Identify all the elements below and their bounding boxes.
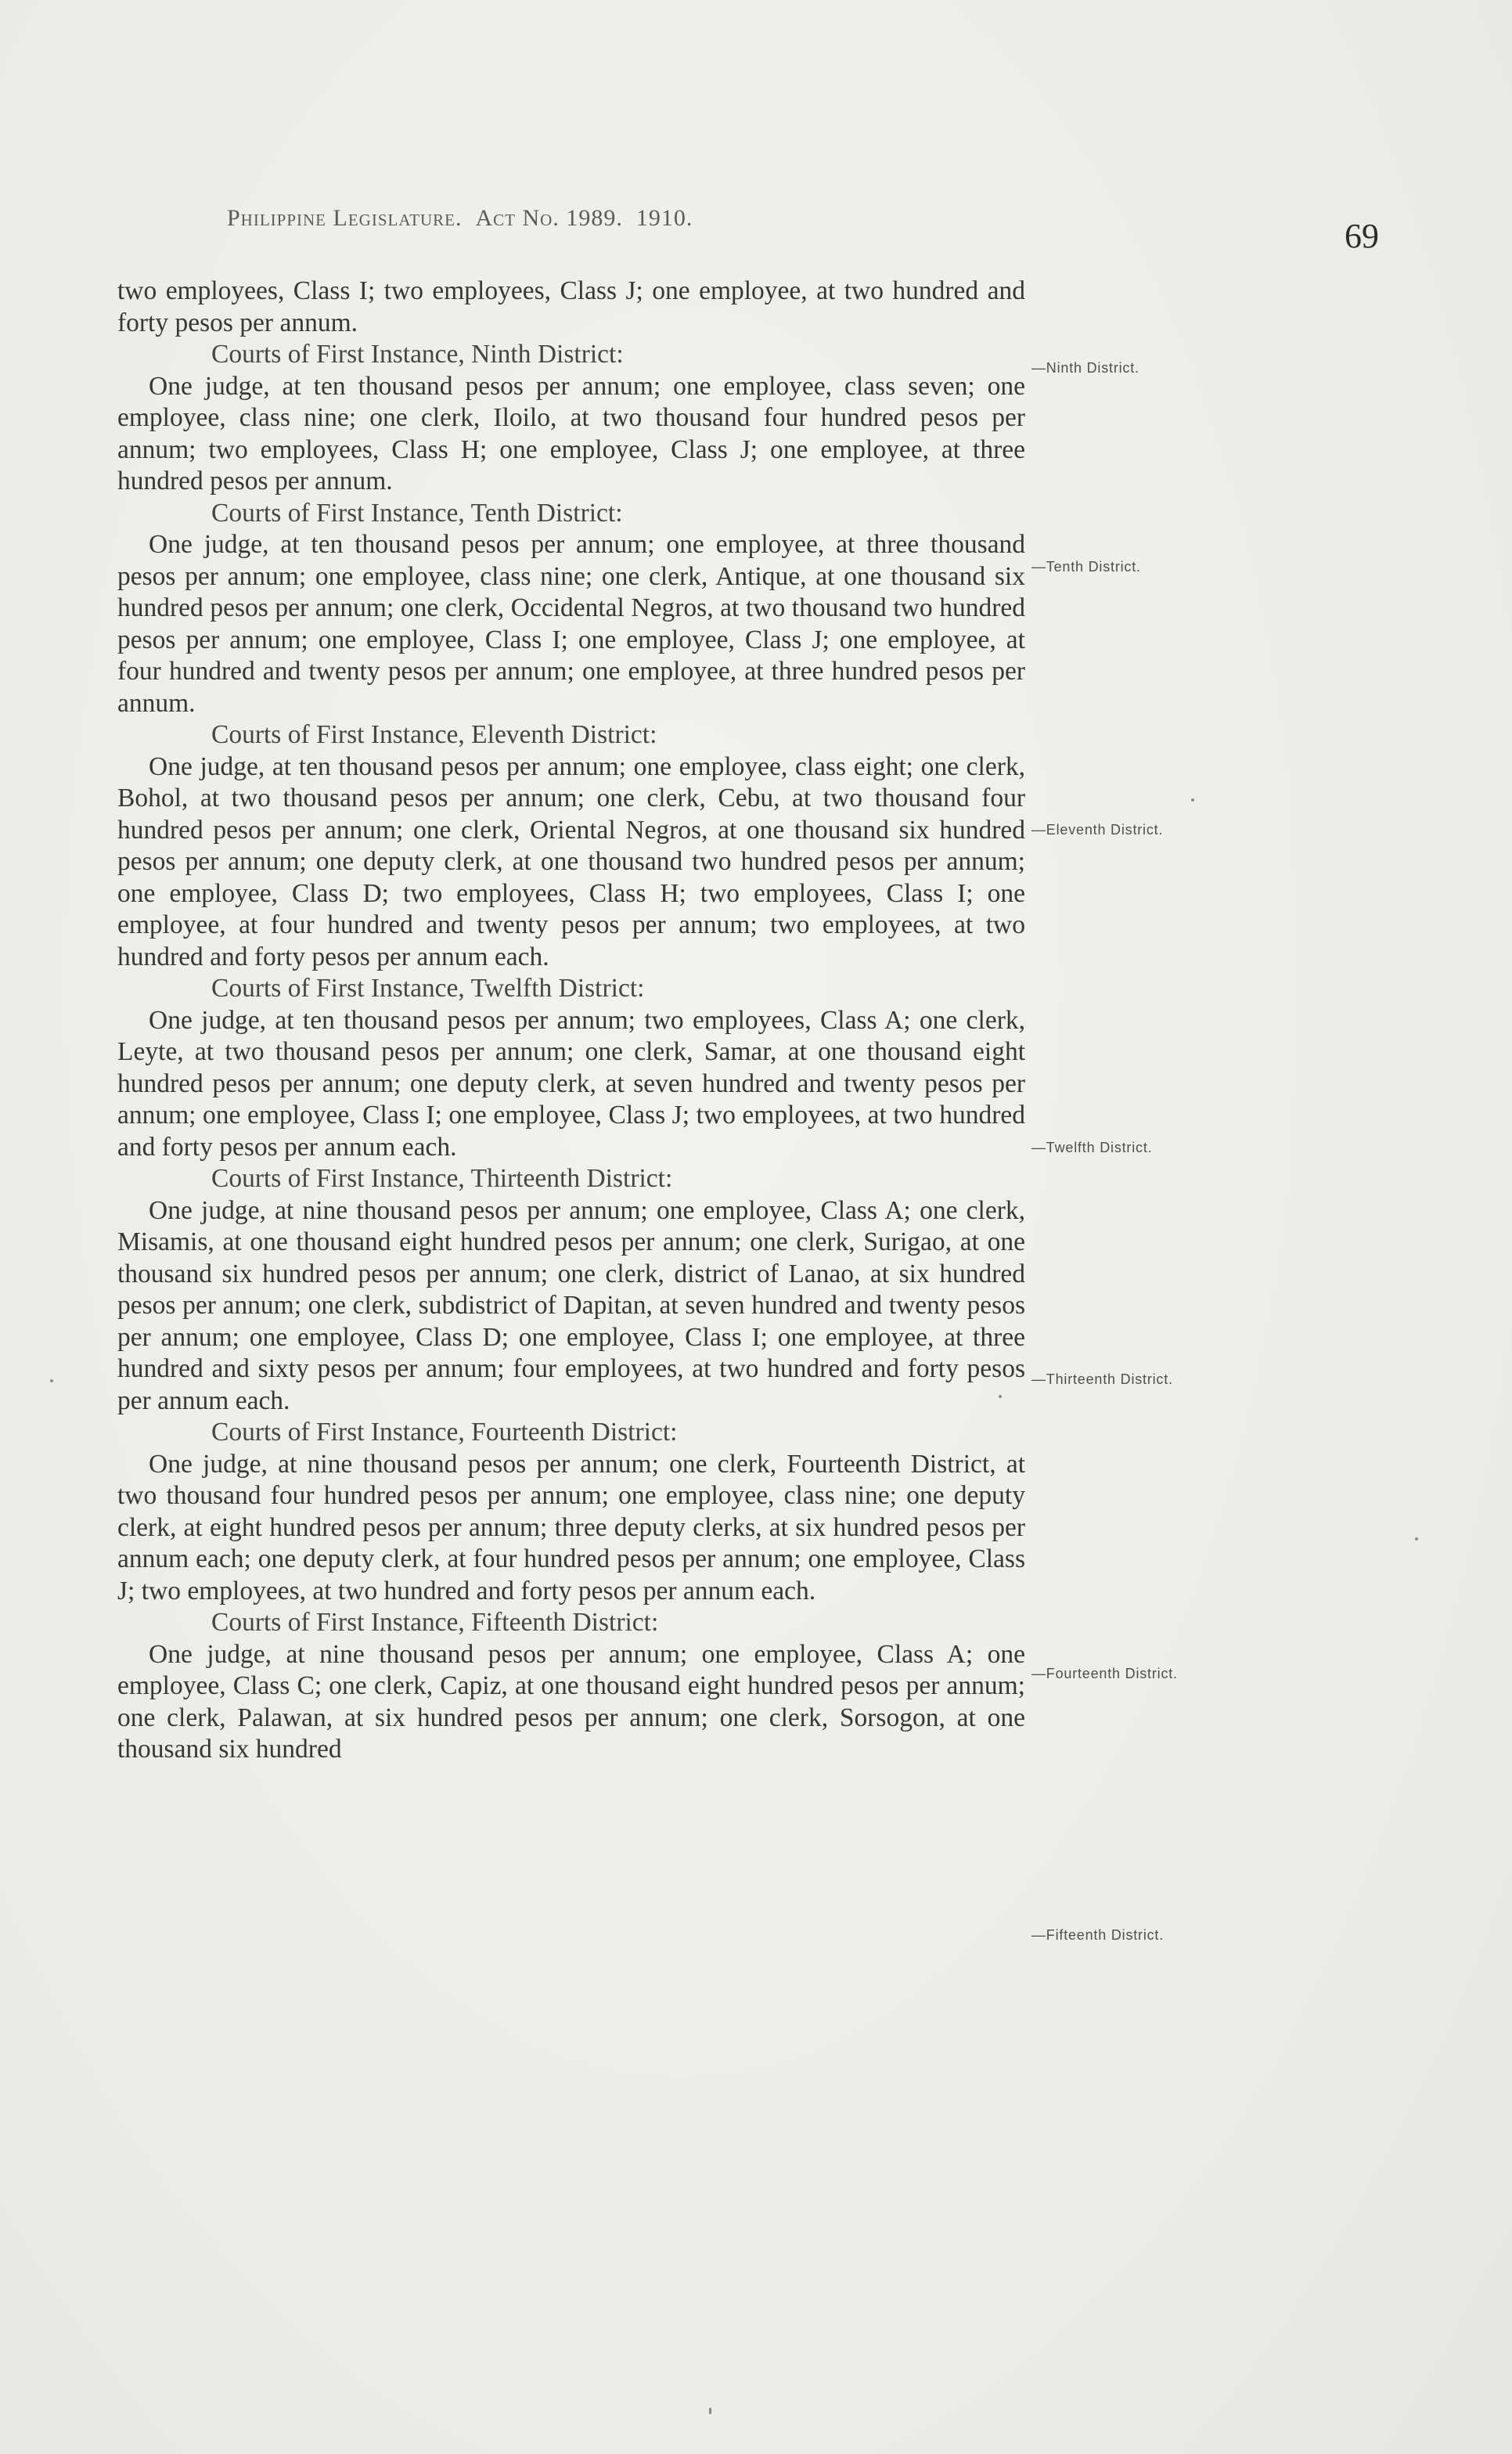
- section-heading-fourteenth: Courts of First Instance, Fourteenth District:: [211, 1418, 678, 1447]
- paragraph-thirteenth: One judge, at nine thousand pesos per annum; one employee, Class A; one clerk, Misamis, at one thousand eight hundred pesos per annum; one clerk, Surigao, at one thousand six hundred pesos per annum; one clerk, district of Lanao, at six hundred pesos per annum; one clerk, subdistrict of Dapitan, at seven hundred and twenty pesos per annum; one employee, Class D; one employee, Class I; one employee, at three hundred and sixty pesos per annum; four employees, at two hundred and forty pesos per annum each.: [117, 1195, 1025, 1415]
- section-heading-thirteenth: Courts of First Instance, Thirteenth District:: [211, 1164, 673, 1193]
- section-heading-ninth: Courts of First Instance, Ninth District:: [211, 340, 624, 369]
- page-number: 69: [1345, 217, 1379, 255]
- paragraph-twelfth: One judge, at ten thousand pesos per annum; two employees, Class A; one clerk, Leyte, at two thousand pesos per annum; one clerk, Samar, at one thousand eight hundred pesos per annum; one deputy clerk, at seven hundred and twenty pesos per annum; one employee, Class I; one employee, Class J; two employees, at two hundred and forty pesos per annum each.: [117, 1005, 1025, 1162]
- paragraph-fourteenth: One judge, at nine thousand pesos per annum; one clerk, Fourteenth District, at two thousand four hundred pesos per annum; one employee, class nine; one deputy clerk, at eight hundred pesos per annum; three deputy clerks, at six hundred pesos per annum each; one deputy clerk, at four hundred pesos per annum; one employee, Class J; two employees, at two hundred and forty pesos per annum each.: [117, 1449, 1025, 1605]
- paragraph-fifteenth: One judge, at nine thousand pesos per annum; one employee, Class A; one employee, Class C; one clerk, Capiz, at one thousand eight hundred pesos per annum; one clerk, Palawan, at six hundred pesos per annum; one clerk, Sorsogon, at one thousand six hundred: [117, 1639, 1025, 1764]
- margin-note-eleventh: —Eleventh District.: [1031, 822, 1164, 838]
- margin-note-twelfth: —Twelfth District.: [1031, 1140, 1153, 1155]
- margin-note-ninth: —Ninth District.: [1031, 360, 1139, 376]
- legislature-title: Philippine Legislature.: [227, 205, 463, 231]
- body-text: [117, 276, 1025, 1766]
- paragraph-eleventh: One judge, at ten thousand pesos per annum; one employee, class eight; one clerk, Bohol, at two thousand pesos per annum; one clerk, Cebu, at two thousand four hundred pesos per annum; one clerk, Oriental Negros, at one thousand six hundred pesos per annum; one deputy clerk, at one thousand two hundred pesos per annum; one employee, Class D; two employees, Class H; two employees, Class I; one employee, at four hundred and twenty pesos per annum; two employees, at two hundred and forty pesos per annum each.: [117, 751, 1025, 971]
- margin-note-thirteenth: —Thirteenth District.: [1031, 1371, 1173, 1387]
- margin-note-fourteenth: —Fourteenth District.: [1031, 1666, 1178, 1681]
- paper-speck: [709, 2408, 711, 2414]
- paper-speck: [1415, 1537, 1418, 1541]
- act-number: Act No. 1989.: [475, 205, 623, 231]
- section-heading-twelfth: Courts of First Instance, Twelfth District:: [211, 974, 645, 1003]
- paper-speck: [1191, 798, 1194, 802]
- paragraph-continuation: two employees, Class I; two employees, Class J; one employee, at two hundred and forty pesos per annum.: [117, 276, 1025, 337]
- paper-speck: [999, 1395, 1002, 1398]
- margin-note-tenth: —Tenth District.: [1031, 559, 1141, 575]
- paragraph-tenth: One judge, at ten thousand pesos per annum; one employee, at three thousand pesos per annum; one employee, class nine; one clerk, Antique, at one thousand six hundred pesos per annum; one clerk, Occidental Negros, at two thousand two hundred pesos per annum; one employee, Class I; one employee, Class J; one employee, at four hundred and twenty pesos per annum; one employee, at three hundred pesos per annum.: [117, 530, 1025, 718]
- margin-note-fifteenth: —Fifteenth District.: [1031, 1927, 1165, 1943]
- section-heading-eleventh: Courts of First Instance, Eleventh District:: [211, 720, 657, 749]
- running-head: [227, 205, 693, 232]
- section-heading-fifteenth: Courts of First Instance, Fifteenth District:: [211, 1608, 659, 1637]
- section-heading-tenth: Courts of First Instance, Tenth District:: [211, 498, 623, 528]
- paragraph-ninth: One judge, at ten thousand pesos per annum; one employee, class seven; one employee, class nine; one clerk, Iloilo, at two thousand four hundred pesos per annum; two employees, Class H; one employee, Class J; one employee, at three hundred pesos per annum.: [117, 371, 1025, 495]
- paper-speck: [50, 1379, 53, 1382]
- act-year: 1910.: [635, 205, 693, 231]
